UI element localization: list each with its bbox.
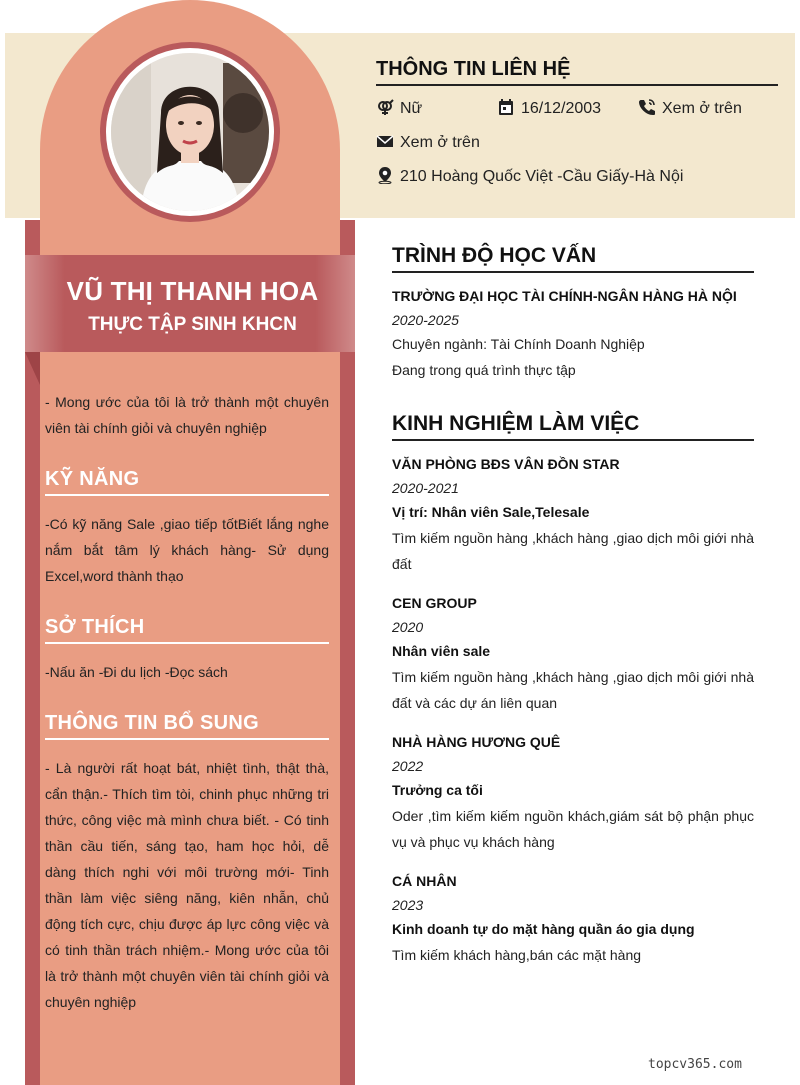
job-position: Trưởng ca tối: [392, 782, 483, 798]
job-company: CEN GROUP: [392, 595, 477, 611]
job-position: Kinh doanh tự do mặt hàng quần áo gia dụng: [392, 921, 695, 937]
job-description: Tìm kiếm khách hàng,bán các mặt hàng: [392, 947, 642, 963]
birthday-value: 16/12/2003: [521, 100, 602, 117]
job-company: VĂN PHÒNG BĐS VÂN ĐỒN STAR: [392, 456, 620, 472]
education-heading: TRÌNH ĐỘ HỌC VẤN: [392, 244, 754, 273]
contact-email: [376, 132, 480, 154]
hobbies-heading: SỞ THÍCH: [45, 616, 329, 644]
job-description: Tìm kiếm nguồn hàng ,khách hàng ,giao dịch môi giới nhà đất và các dự án liên quan: [392, 669, 754, 711]
job-company: CÁ NHÂN: [392, 873, 457, 889]
education-major: Chuyên ngành: Tài Chính Doanh Nghiệp: [392, 336, 645, 352]
experience-heading: KINH NGHIỆM LÀM VIỆC: [392, 412, 754, 441]
contact-address: [376, 166, 683, 188]
job-company: NHÀ HÀNG HƯƠNG QUÊ: [392, 734, 561, 750]
contact-birthday: [497, 98, 601, 120]
job-description: Tìm kiếm nguồn hàng ,khách hàng ,giao dịch môi giới nhà đất: [392, 530, 754, 572]
contact-phone: [638, 98, 742, 120]
education-school: TRƯỜNG ĐẠI HỌC TÀI CHÍNH-NGÂN HÀNG HÀ NỘI: [392, 288, 737, 304]
hobbies-text: -Nấu ăn -Đi du lịch -Đọc sách: [45, 664, 228, 680]
watermark: topcv365.com: [648, 1057, 742, 1072]
job-years: 2020-2021: [392, 480, 459, 496]
envelope-icon: [376, 132, 394, 150]
education-status: Đang trong quá trình thực tập: [392, 362, 576, 378]
extra-info-heading: THÔNG TIN BỔ SUNG: [45, 712, 329, 740]
job-description: Oder ,tìm kiếm kiếm nguồn khách,giám sát bộ phận phục vụ và phục vụ khách hàng: [392, 808, 754, 850]
education-years: 2020-2025: [392, 312, 459, 328]
job-position: Vị trí: Nhân viên Sale,Telesale: [392, 504, 590, 520]
contact-gender: [376, 98, 422, 120]
job-years: 2023: [392, 897, 424, 913]
phone-value: Xem ở trên: [662, 100, 742, 117]
candidate-name: VŨ THỊ THANH HOA: [66, 276, 319, 306]
skills-text: -Có kỹ năng Sale ,giao tiếp tốtBiết lắng nghe nắm bắt tâm lý khách hàng- Sử dụng Excel,word thành thạo: [45, 516, 329, 584]
candidate-role: THỰC TẬP SINH KHCN: [88, 314, 297, 335]
skills-heading: KỸ NĂNG: [45, 468, 329, 496]
extra-info-text: - Là người rất hoạt bát, nhiệt tình, thật thà, cẩn thận.- Thích tìm tòi, chinh phục những tri thức, công việc mà mình chưa biết. - Có tinh thần cầu tiến, sáng tạo, ham học hỏi, dễ dàng thích nghi với môi trường mới- Tinh thần làm việc siêng năng, kiên nhẫn, chủ động tích cực, chịu được áp lực công việc và có tinh thần trách nhiệm.- Mong ước của tôi là trở thành một chuyên viên tài chính giỏi và chuyên nghiệp: [45, 760, 329, 1010]
location-pin-icon: [376, 166, 394, 184]
contact-heading: THÔNG TIN LIÊN HỆ: [376, 58, 778, 86]
job-years: 2020: [392, 619, 424, 635]
calendar-icon: [497, 98, 515, 116]
phone-icon: [638, 98, 656, 116]
email-value: Xem ở trên: [400, 134, 480, 151]
avatar: [111, 53, 269, 211]
address-value: 210 Hoàng Quốc Việt -Cầu Giấy-Hà Nội: [400, 168, 684, 185]
objective-text: - Mong ước của tôi là trở thành một chuyên viên tài chính giỏi và chuyên nghiệp: [45, 394, 329, 436]
job-position: Nhân viên sale: [392, 643, 491, 659]
gender-value: Nữ: [400, 100, 423, 117]
job-years: 2022: [392, 758, 424, 774]
gender-icon: [376, 98, 394, 116]
